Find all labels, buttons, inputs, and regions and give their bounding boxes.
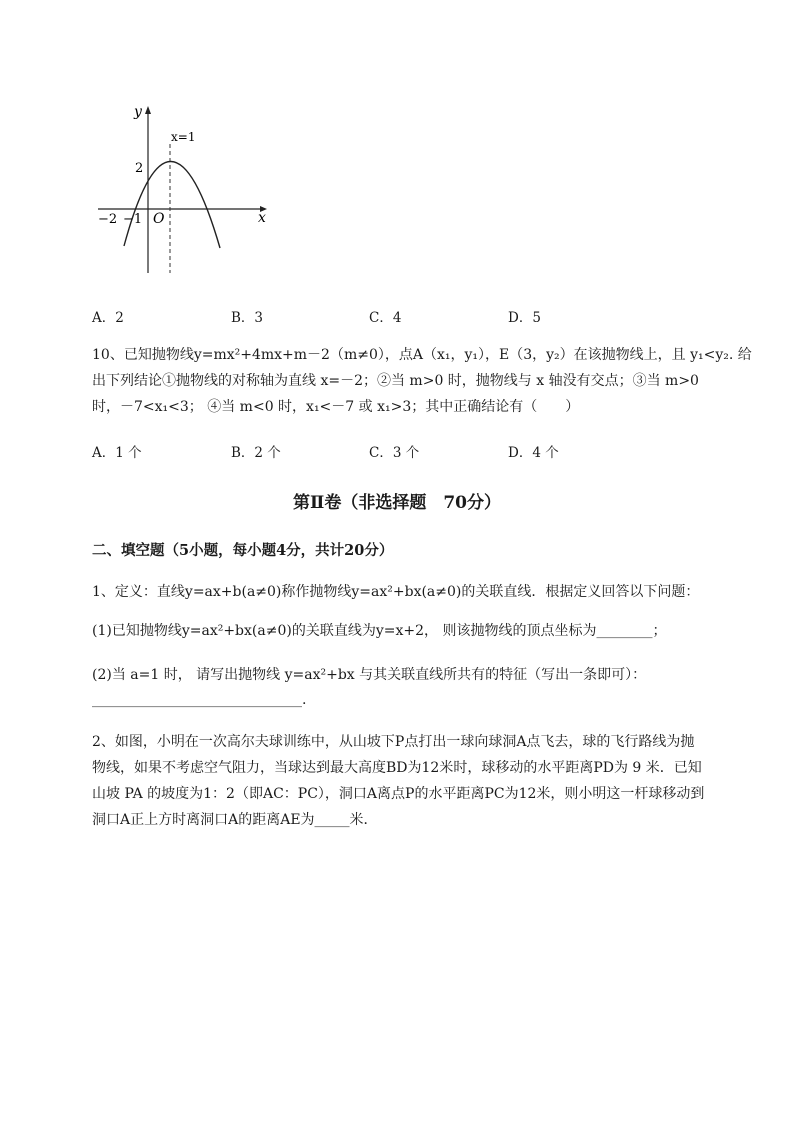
x-axis-label: x: [258, 210, 266, 226]
fill1-line-2: (1)已知抛物线y=ax²+bx(a≠0)的关联直线为y=x+2， 则该抛物线的顶点坐标为________；: [92, 623, 667, 639]
q9-option-a: A．2: [92, 310, 124, 326]
q9-option-c: C．4: [369, 310, 402, 326]
fill-in-section-heading: 二、填空题（5小题，每小题4分，共计20分）: [92, 542, 394, 559]
y-axis-label: y: [134, 104, 142, 120]
y-axis-arrow: [145, 106, 151, 114]
q9-option-d: D．5: [508, 310, 541, 326]
q10-option-c: C．3 个: [369, 445, 420, 461]
q9-option-b: B．3: [231, 310, 264, 326]
fill2-line-1: 2、如图，小明在一次高尔夫球训练中，从山坡下P点打出一球向球洞A点飞去，球的飞行路线为抛: [92, 734, 695, 750]
q10-option-b: B．2 个: [231, 445, 281, 461]
q10-option-d: D．4 个: [508, 445, 559, 461]
fill1-line-3: (2)当 a=1 时， 请写出抛物线 y=ax²+bx 与其关联直线所共有的特征（写出一条即可）：: [92, 667, 647, 683]
q10-line-1: 10、已知抛物线y=mx²+4mx+m－2（m≠0），点A（x₁，y₁），E（3，y₂）在该抛物线上，且 y₁<y₂. 给: [92, 347, 752, 363]
tick-label-neg1: −1: [123, 212, 143, 227]
tick-label-y2: 2: [135, 161, 144, 176]
fill2-line-2: 物线，如果不考虑空气阻力，当球达到最大高度BD为12米时，球移动的水平距离PD为 9 米．已知: [92, 760, 702, 776]
q10-option-a: A．1 个: [92, 445, 142, 461]
fill2-line-3: 山坡 PA 的坡度为1：2（即AC：PC），洞口A离点P的水平距离PC为12米，则小明这一杆球移动到: [92, 786, 705, 802]
q10-line-2: 出下列结论①抛物线的对称轴为直线 x=－2；②当 m>0 时，抛物线与 x 轴没有交点；③当 m>0: [92, 373, 699, 389]
fill1-answer-blank: ______________________________.: [92, 692, 307, 708]
section-2-title: 第Ⅱ卷（非选择题 70分）: [293, 493, 501, 513]
parabola-graph: [90, 100, 280, 280]
symmetry-axis-label: x=1: [171, 130, 196, 144]
origin-label: O: [153, 211, 165, 227]
fill1-line-1: 1、定义：直线y=ax+b(a≠0)称作抛物线y=ax²+bx(a≠0)的关联直线．根据定义回答以下问题：: [92, 584, 700, 600]
q10-line-3: 时，－7<x₁<3； ④当 m<0 时，x₁<－7 或 x₁>3；其中正确结论有（ ）: [92, 399, 580, 415]
fill2-line-4: 洞口A正上方时离洞口A的距离AE为_____米．: [92, 812, 378, 828]
tick-label-neg2: −2: [98, 212, 118, 227]
